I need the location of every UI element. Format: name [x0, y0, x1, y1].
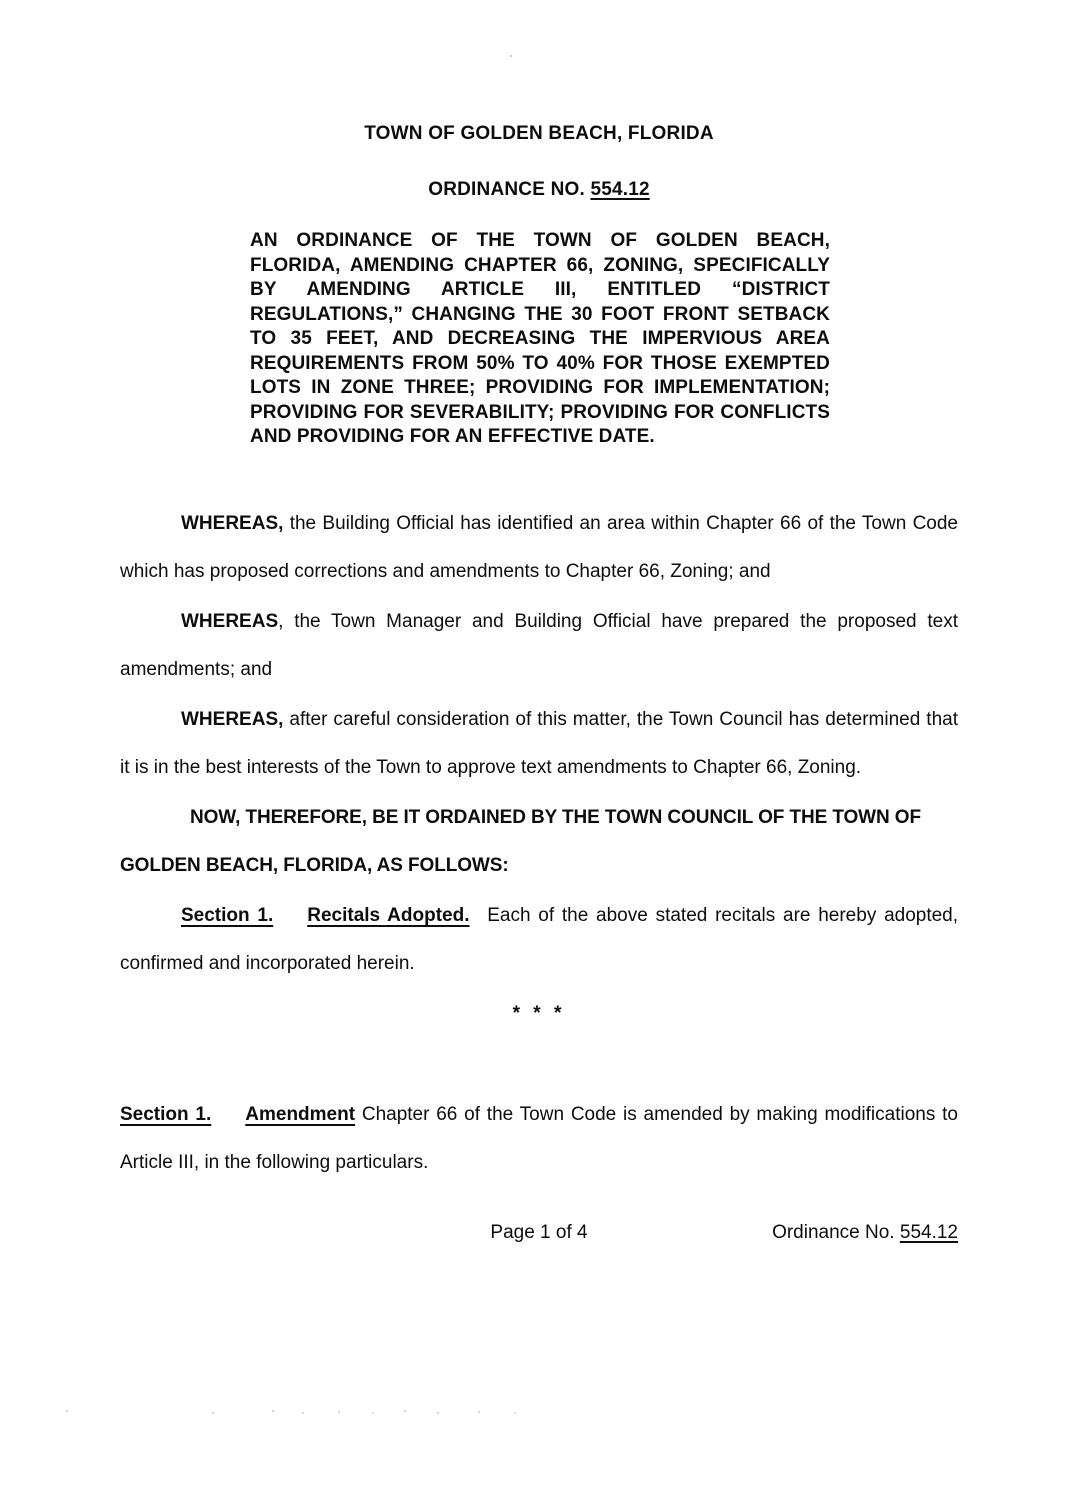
recital-text: , the Town Manager and Building Official have prepared the proposed text amendments; and: [120, 610, 958, 680]
recital-text: after careful consideration of this matter, the Town Council has determined that it is in the best interests of the Town to approve text amendments to Chapter 66, Zoning.: [120, 708, 958, 778]
recital-text: the Building Official has identified an area within Chapter 66 of the Town Code which has proposed corrections and amendments to Chapter 66, Zoning; and: [120, 512, 958, 582]
section-number: Section 1.: [181, 904, 274, 926]
scan-artifact-dots: [66, 1410, 68, 1412]
asterisk-separator: * * *: [512, 1002, 566, 1024]
whereas-lead: WHEREAS: [181, 610, 279, 632]
section-amendment: [120, 1091, 958, 1187]
section-text: Chapter 66 of the Town Code is amended by making modifications to Article III, in the following particulars.: [120, 1103, 958, 1173]
ordinance-number-label: ORDINANCE NO.: [428, 179, 591, 200]
ordinance-number-value: 554.12: [590, 179, 650, 200]
section-text: Each of the above stated recitals are hereby adopted, confirmed and incorporated herein.: [120, 904, 959, 974]
footer-ordinance-label: Ordinance No.: [772, 1221, 900, 1243]
section-recitals-adopted: [120, 892, 958, 988]
section-heading: Recitals Adopted.: [307, 904, 470, 926]
section-number: Section 1.: [120, 1103, 212, 1125]
footer-ordinance-ref: [772, 1221, 958, 1245]
whereas-lead: WHEREAS,: [181, 512, 284, 534]
page-number: Page 1 of 4: [490, 1221, 588, 1243]
ordinance-caption: AN ORDINANCE OF THE TOWN OF GOLDEN BEACH, FLORIDA, AMENDING CHAPTER 66, ZONING, SPECIFICALLY BY AMENDING ARTICLE III, ENTITLED “DISTRICT REGULATIONS,” CHANGING THE 30 FOOT FRONT SETBACK TO 35 FEET, AND DECREASING THE IMPERVIOUS AREA REQUIREMENTS FROM 50% TO 40% FOR THOSE EXEMPTED LOTS IN ZONE THREE; PROVIDING FOR IMPLEMENTATION; PROVIDING FOR SEVERABILITY; PROVIDING FOR CONFLICTS AND PROVIDING FOR AN EFFECTIVE DATE.: [250, 230, 830, 447]
ordinance-number-heading: [120, 178, 958, 202]
enacting-clause: NOW, THEREFORE, BE IT ORDAINED BY THE TOWN COUNCIL OF THE TOWN OF GOLDEN BEACH, FLORIDA, AS FOLLOWS:: [120, 806, 921, 876]
scan-artifact-dot: [510, 55, 512, 57]
document-title: TOWN OF GOLDEN BEACH, FLORIDA: [364, 123, 714, 144]
page-footer: [120, 1221, 958, 1245]
footer-ordinance-number: 554.12: [899, 1221, 958, 1243]
recital-paragraph-1: [120, 500, 958, 596]
whereas-lead: WHEREAS,: [181, 708, 284, 730]
recital-paragraph-2: [120, 598, 958, 694]
recital-paragraph-3: [120, 696, 958, 792]
section-heading: Amendment: [245, 1103, 356, 1125]
